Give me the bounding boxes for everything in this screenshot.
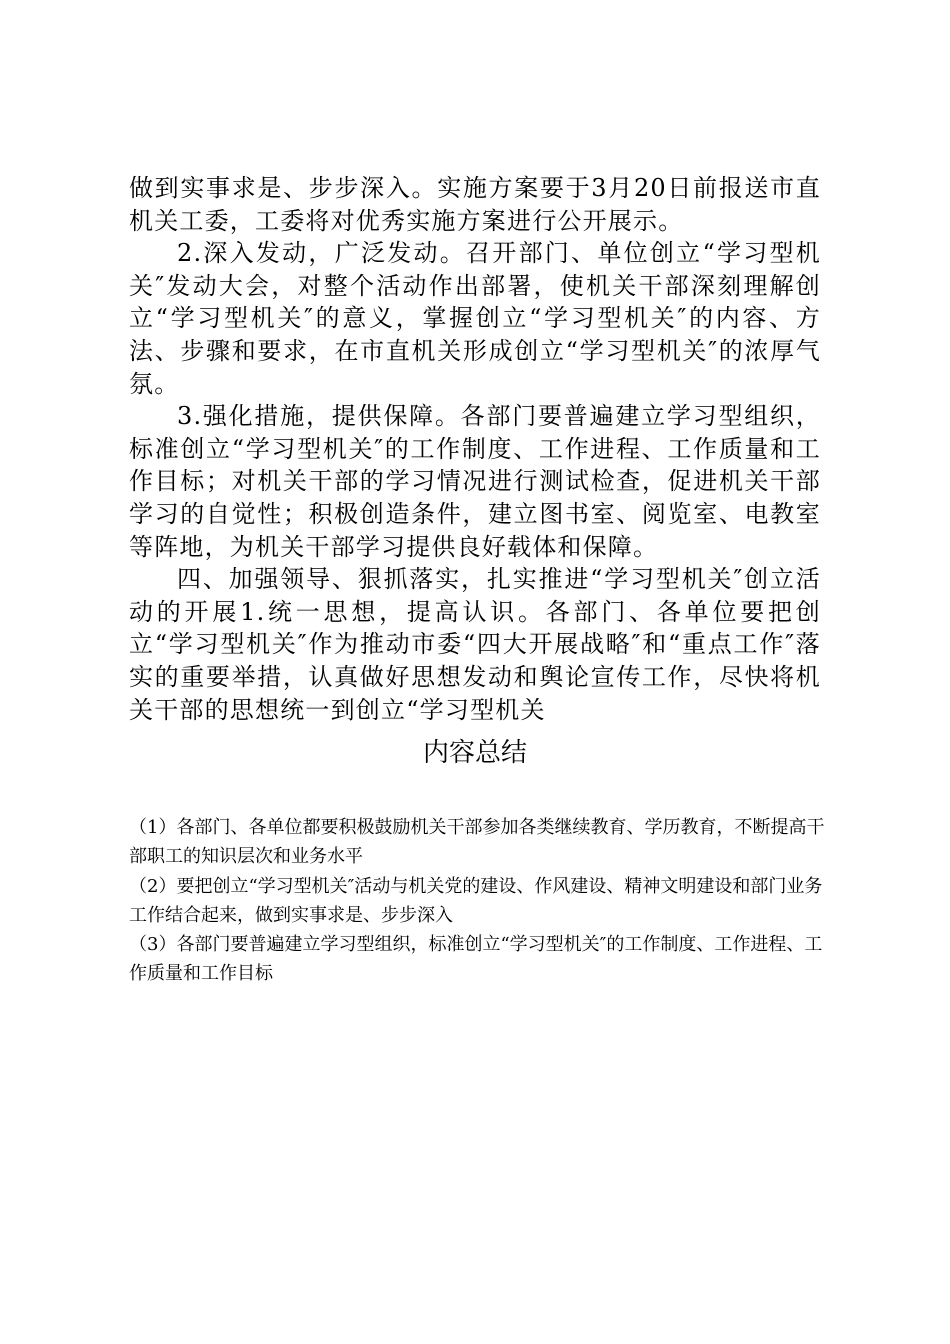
summary-item-2: （2）要把创立“学习型机关″活动与机关党的建设、作风建设、精神文明建设和部门业务工作结合起来，做到实事求是、步步深入: [129, 875, 823, 926]
body-paragraph-1: 做到实事求是、步步深入。实施方案要于3月20日前报送市直机关工委，工委将对优秀实施方案进行公开展示。: [129, 174, 821, 235]
body-paragraph-4: 四、加强领导、狠抓落实，扎实推进“学习型机关″创立活动的开展1.统一思想，提高认识。各部门、各单位要把创立“学习型机关″作为推动市委“四大开展战略″和“重点工作″落实的重要举措，认真做好思想发动和舆论宣传工作，尽快将机关干部的思想统一到创立“学习型机关: [129, 565, 821, 724]
body-text: [129, 172, 821, 726]
summary-item-3: （3）各部门要普遍建立学习型组织，标准创立“学习型机关″的工作制度、工作进程、工作质量和工作目标: [129, 934, 823, 985]
summary-list: [129, 813, 831, 989]
body-paragraph-3: 3.强化措施，提供保障。各部门要普遍建立学习型组织，标准创立“学习型机关″的工作制度、工作进程、工作质量和工作目标；对机关干部的学习情况进行测试检查，促进机关干部学习的自觉性；积极创造条件，建立图书室、阅览室、电教室等阵地，为机关干部学习提供良好载体和保障。: [129, 402, 821, 561]
summary-title: 内容总结: [422, 738, 527, 768]
body-paragraph-2: 2.深入发动，广泛发动。召开部门、单位创立“学习型机关″发动大会，对整个活动作出部署，使机关干部深刻理解创立“学习型机关″的意义，掌握创立“学习型机关″的内容、方法、步骤和要求，在市直机关形成创立“学习型机关″的浓厚气氛。: [129, 239, 821, 398]
summary-item-1: （1）各部门、各单位都要积极鼓励机关干部参加各类继续教育、学历教育，不断提高干部职工的知识层次和业务水平: [129, 817, 825, 868]
